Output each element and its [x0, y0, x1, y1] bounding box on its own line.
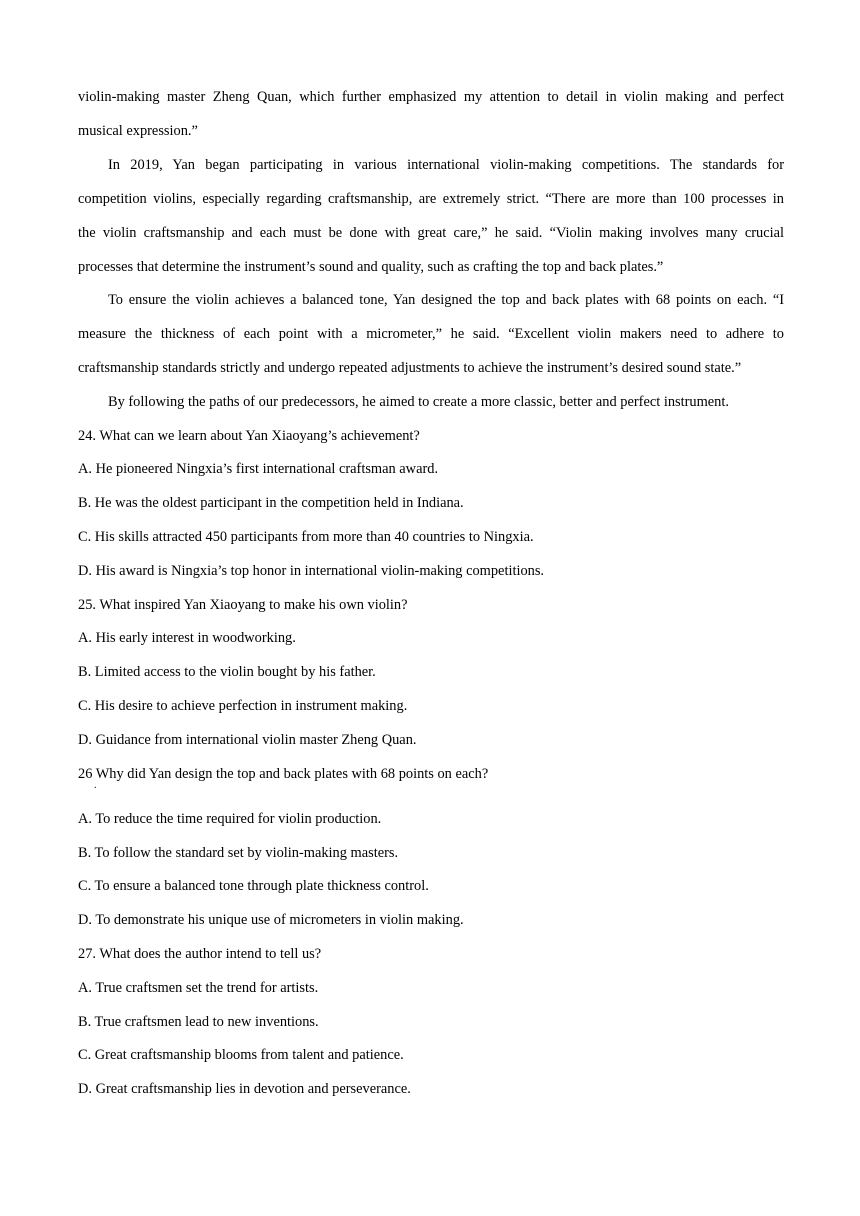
answer-option: C. To ensure a balanced tone through plate thickness control. [78, 878, 429, 894]
answer-option: B. To follow the standard set by violin-making masters. [78, 845, 399, 861]
answer-option: A. His early interest in woodworking. [78, 630, 296, 646]
answer-option: B. Limited access to the violin bought by his father. [78, 664, 376, 680]
passage-line: measure the thickness of each point with a micrometer,” he said. “Excellent violin makers need to adhere to [78, 326, 784, 342]
passage-line: violin-making master Zheng Quan, which further emphasized my attention to detail in violin making and perfect [78, 89, 784, 105]
passage-line: processes that determine the instrument’s sound and quality, such as crafting the top and back plates.” [78, 259, 664, 275]
question-stem: 26 Why did Yan design the top and back plates with 68 points on each? [78, 766, 489, 782]
answer-option: C. His skills attracted 450 participants from more than 40 countries to Ningxia. [78, 529, 534, 545]
question-stem: 27. What does the author intend to tell us? [78, 946, 322, 962]
answer-option: A. True craftsmen set the trend for artists. [78, 980, 319, 996]
answer-option: D. Great craftsmanship lies in devotion and perseverance. [78, 1081, 411, 1097]
answer-option: B. True craftsmen lead to new inventions. [78, 1014, 319, 1030]
answer-option: D. His award is Ningxia’s top honor in international violin-making competitions. [78, 563, 545, 579]
question-stem: 25. What inspired Yan Xiaoyang to make his own violin? [78, 597, 408, 613]
question-stem: 24. What can we learn about Yan Xiaoyang’s achievement? [78, 428, 420, 444]
passage-line: By following the paths of our predecessors, he aimed to create a more classic, better and perfect instrument. [108, 394, 729, 410]
answer-option: D. To demonstrate his unique use of micrometers in violin making. [78, 912, 464, 928]
answer-option: C. His desire to achieve perfection in instrument making. [78, 698, 408, 714]
question-stem-dot: . [94, 780, 97, 791]
answer-option: A. He pioneered Ningxia’s first international craftsman award. [78, 461, 439, 477]
answer-option: C. Great craftsmanship blooms from talent and patience. [78, 1047, 404, 1063]
passage-line: To ensure the violin achieves a balanced tone, Yan designed the top and back plates with 68 points on each. “I [108, 292, 784, 308]
passage-line: the violin craftsmanship and each must be done with great care,” he said. “Violin making involves many crucial [78, 225, 784, 241]
passage-line: In 2019, Yan began participating in various international violin-making competitions. The standards for [108, 157, 784, 173]
answer-option: A. To reduce the time required for violin production. [78, 811, 382, 827]
passage-line: craftsmanship standards strictly and undergo repeated adjustments to achieve the instrument’s desired sound state.” [78, 360, 742, 376]
passage-line: musical expression.” [78, 123, 198, 139]
passage-line: competition violins, especially regarding craftsmanship, are extremely strict. “There are more than 100 processes in [78, 191, 784, 207]
answer-option: B. He was the oldest participant in the competition held in Indiana. [78, 495, 464, 511]
answer-option: D. Guidance from international violin master Zheng Quan. [78, 732, 417, 748]
